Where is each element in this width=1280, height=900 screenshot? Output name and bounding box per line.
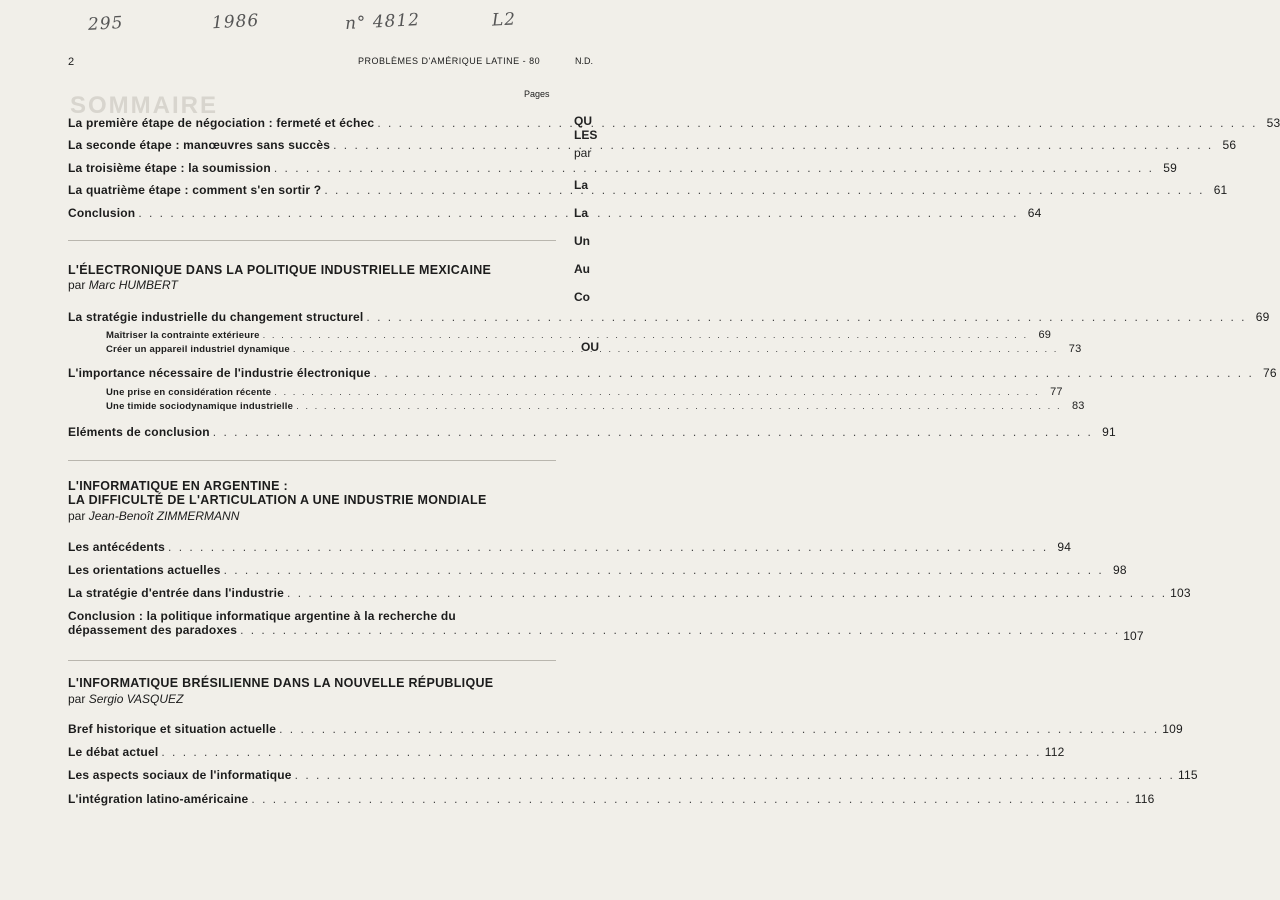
toc-entry-title: La stratégie industrielle du changement structurel [68, 310, 364, 324]
toc-entry-title: Le débat actuel [68, 745, 159, 759]
author-prefix: par [68, 278, 86, 292]
toc-entry [68, 425, 1116, 445]
section-title: L'ÉLECTRONIQUE DANS LA POLITIQUE INDUSTRIELLE MEXICAINE [68, 263, 492, 277]
handwritten-note: n° 4812 [344, 10, 421, 34]
toc-entry-page: 69 [1255, 310, 1270, 324]
toc-entry-page: 115 [1178, 768, 1198, 782]
section-author [68, 509, 239, 523]
author-name: Marc HUMBERT [88, 278, 178, 292]
author-prefix: par [68, 692, 86, 706]
toc-entry-page: 91 [1102, 425, 1116, 439]
toc-entry-page: 77 [1050, 386, 1063, 398]
toc-entry [68, 722, 1183, 742]
toc-entry [68, 540, 1072, 560]
toc-entry [68, 745, 1065, 765]
toc-entry-title: Une timide sociodynamique industrielle [106, 401, 294, 412]
next-page-fragment: Co [574, 290, 590, 304]
toc-entry-page: 103 [1170, 586, 1191, 600]
running-head: PROBLÈMES D'AMÉRIQUE LATINE - 80 [358, 56, 541, 66]
next-page-fragment: La [574, 178, 589, 192]
handwritten-note: 295 [87, 13, 124, 35]
section-divider [68, 660, 556, 661]
author-name: Jean-Benoît ZIMMERMANN [88, 509, 240, 523]
toc-entry-page: 116 [1134, 792, 1155, 806]
toc-entry-title: Maîtriser la contrainte extérieure [106, 330, 260, 341]
toc-entry-title: Les antécédents [68, 540, 166, 554]
toc-entry-page: 69 [1038, 329, 1052, 341]
toc-entry-page: 107 [1123, 629, 1144, 643]
toc-entry-title: Conclusion : la politique informatique argentine à la recherche du [68, 609, 456, 623]
toc-entry [68, 586, 1191, 606]
toc-entry-title: Les aspects sociaux de l'informatique [68, 768, 292, 782]
handwritten-note: L2 [491, 9, 517, 31]
toc-entry [68, 310, 1270, 330]
next-page-fragment: OU [581, 340, 599, 354]
toc-entry-title: L'importance nécessaire de l'industrie électronique [68, 366, 371, 380]
section-divider [68, 460, 556, 461]
toc-entry-page: 83 [1071, 400, 1085, 412]
toc-entry [68, 609, 1144, 643]
toc-entry-page: 61 [1213, 183, 1228, 197]
toc-entry-page: 64 [1027, 206, 1042, 220]
pages-label: Pages [524, 89, 550, 99]
next-page-fragment: La [574, 206, 589, 220]
toc-entry-title: La première étape de négociation : fermeté et échec [68, 116, 375, 130]
toc-entry-page: 53 [1266, 116, 1280, 130]
toc-subentry [106, 400, 1085, 414]
toc-entry-page: 76 [1263, 366, 1277, 380]
next-page-fragment: Un [574, 234, 590, 248]
toc-entry-title: Conclusion [68, 206, 136, 220]
toc-entry-title: La seconde étape : manœuvres sans succès [68, 138, 331, 152]
author-prefix: par [68, 509, 86, 523]
toc-entry-title: Une prise en considération récente [106, 387, 272, 398]
toc-entry-title: Bref historique et situation actuelle [68, 722, 277, 736]
toc-entry-page: 98 [1112, 563, 1127, 577]
section-author [68, 278, 178, 292]
toc-entry-page: 73 [1068, 343, 1082, 355]
toc-entry-title: La troisième étape : la soumission [68, 161, 271, 175]
toc-entry-title: L'intégration latino-américaine [68, 792, 249, 806]
toc-entry [68, 366, 1277, 386]
section-divider [68, 240, 556, 241]
toc-subentry [106, 329, 1052, 343]
section-title: L'INFORMATIQUE BRÉSILIENNE DANS LA NOUVELLE RÉPUBLIQUE [68, 676, 494, 690]
toc-entry [68, 161, 1177, 181]
section-title-line: LA DIFFICULTÉ DE L'ARTICULATION A UNE INDUSTRIE MONDIALE [68, 493, 487, 507]
toc-entry-title: dépassement des paradoxes [68, 623, 238, 637]
toc-subentry [106, 386, 1063, 400]
section-title-line: L'INFORMATIQUE EN ARGENTINE : [68, 479, 288, 493]
bleed-through-text: SOMMAIRE [70, 92, 218, 119]
toc-entry-title: La stratégie d'entrée dans l'industrie [68, 586, 285, 600]
toc-entry-page: 109 [1162, 722, 1183, 736]
toc-entry-page: 56 [1222, 138, 1237, 152]
page-number: 2 [68, 56, 75, 68]
next-page-fragment: par [574, 146, 592, 160]
toc-entry-title: Eléments de conclusion [68, 425, 210, 439]
next-page-fragment: QU [574, 114, 592, 128]
next-page-fragment: Au [574, 262, 590, 276]
author-name: Sergio VASQUEZ [88, 692, 184, 706]
toc-entry-page: 94 [1057, 540, 1072, 554]
toc-entry-title: Les orientations actuelles [68, 563, 221, 577]
handwritten-note: 1986 [211, 10, 260, 34]
next-page-fragment: LES [574, 128, 598, 142]
section-title [68, 479, 558, 507]
toc-entry-page: 59 [1163, 161, 1177, 175]
section-author [68, 692, 183, 706]
toc-entry [68, 183, 1228, 203]
toc-entry [68, 768, 1198, 788]
toc-entry [68, 792, 1155, 812]
toc-entry-title: Créer un appareil industriel dynamique [106, 344, 290, 355]
toc-entry [68, 563, 1127, 583]
toc-entry-title: La quatrième étape : comment s'en sortir ? [68, 183, 322, 197]
running-head-next: N.D. [575, 56, 593, 66]
toc-entry-page: 112 [1044, 745, 1065, 759]
